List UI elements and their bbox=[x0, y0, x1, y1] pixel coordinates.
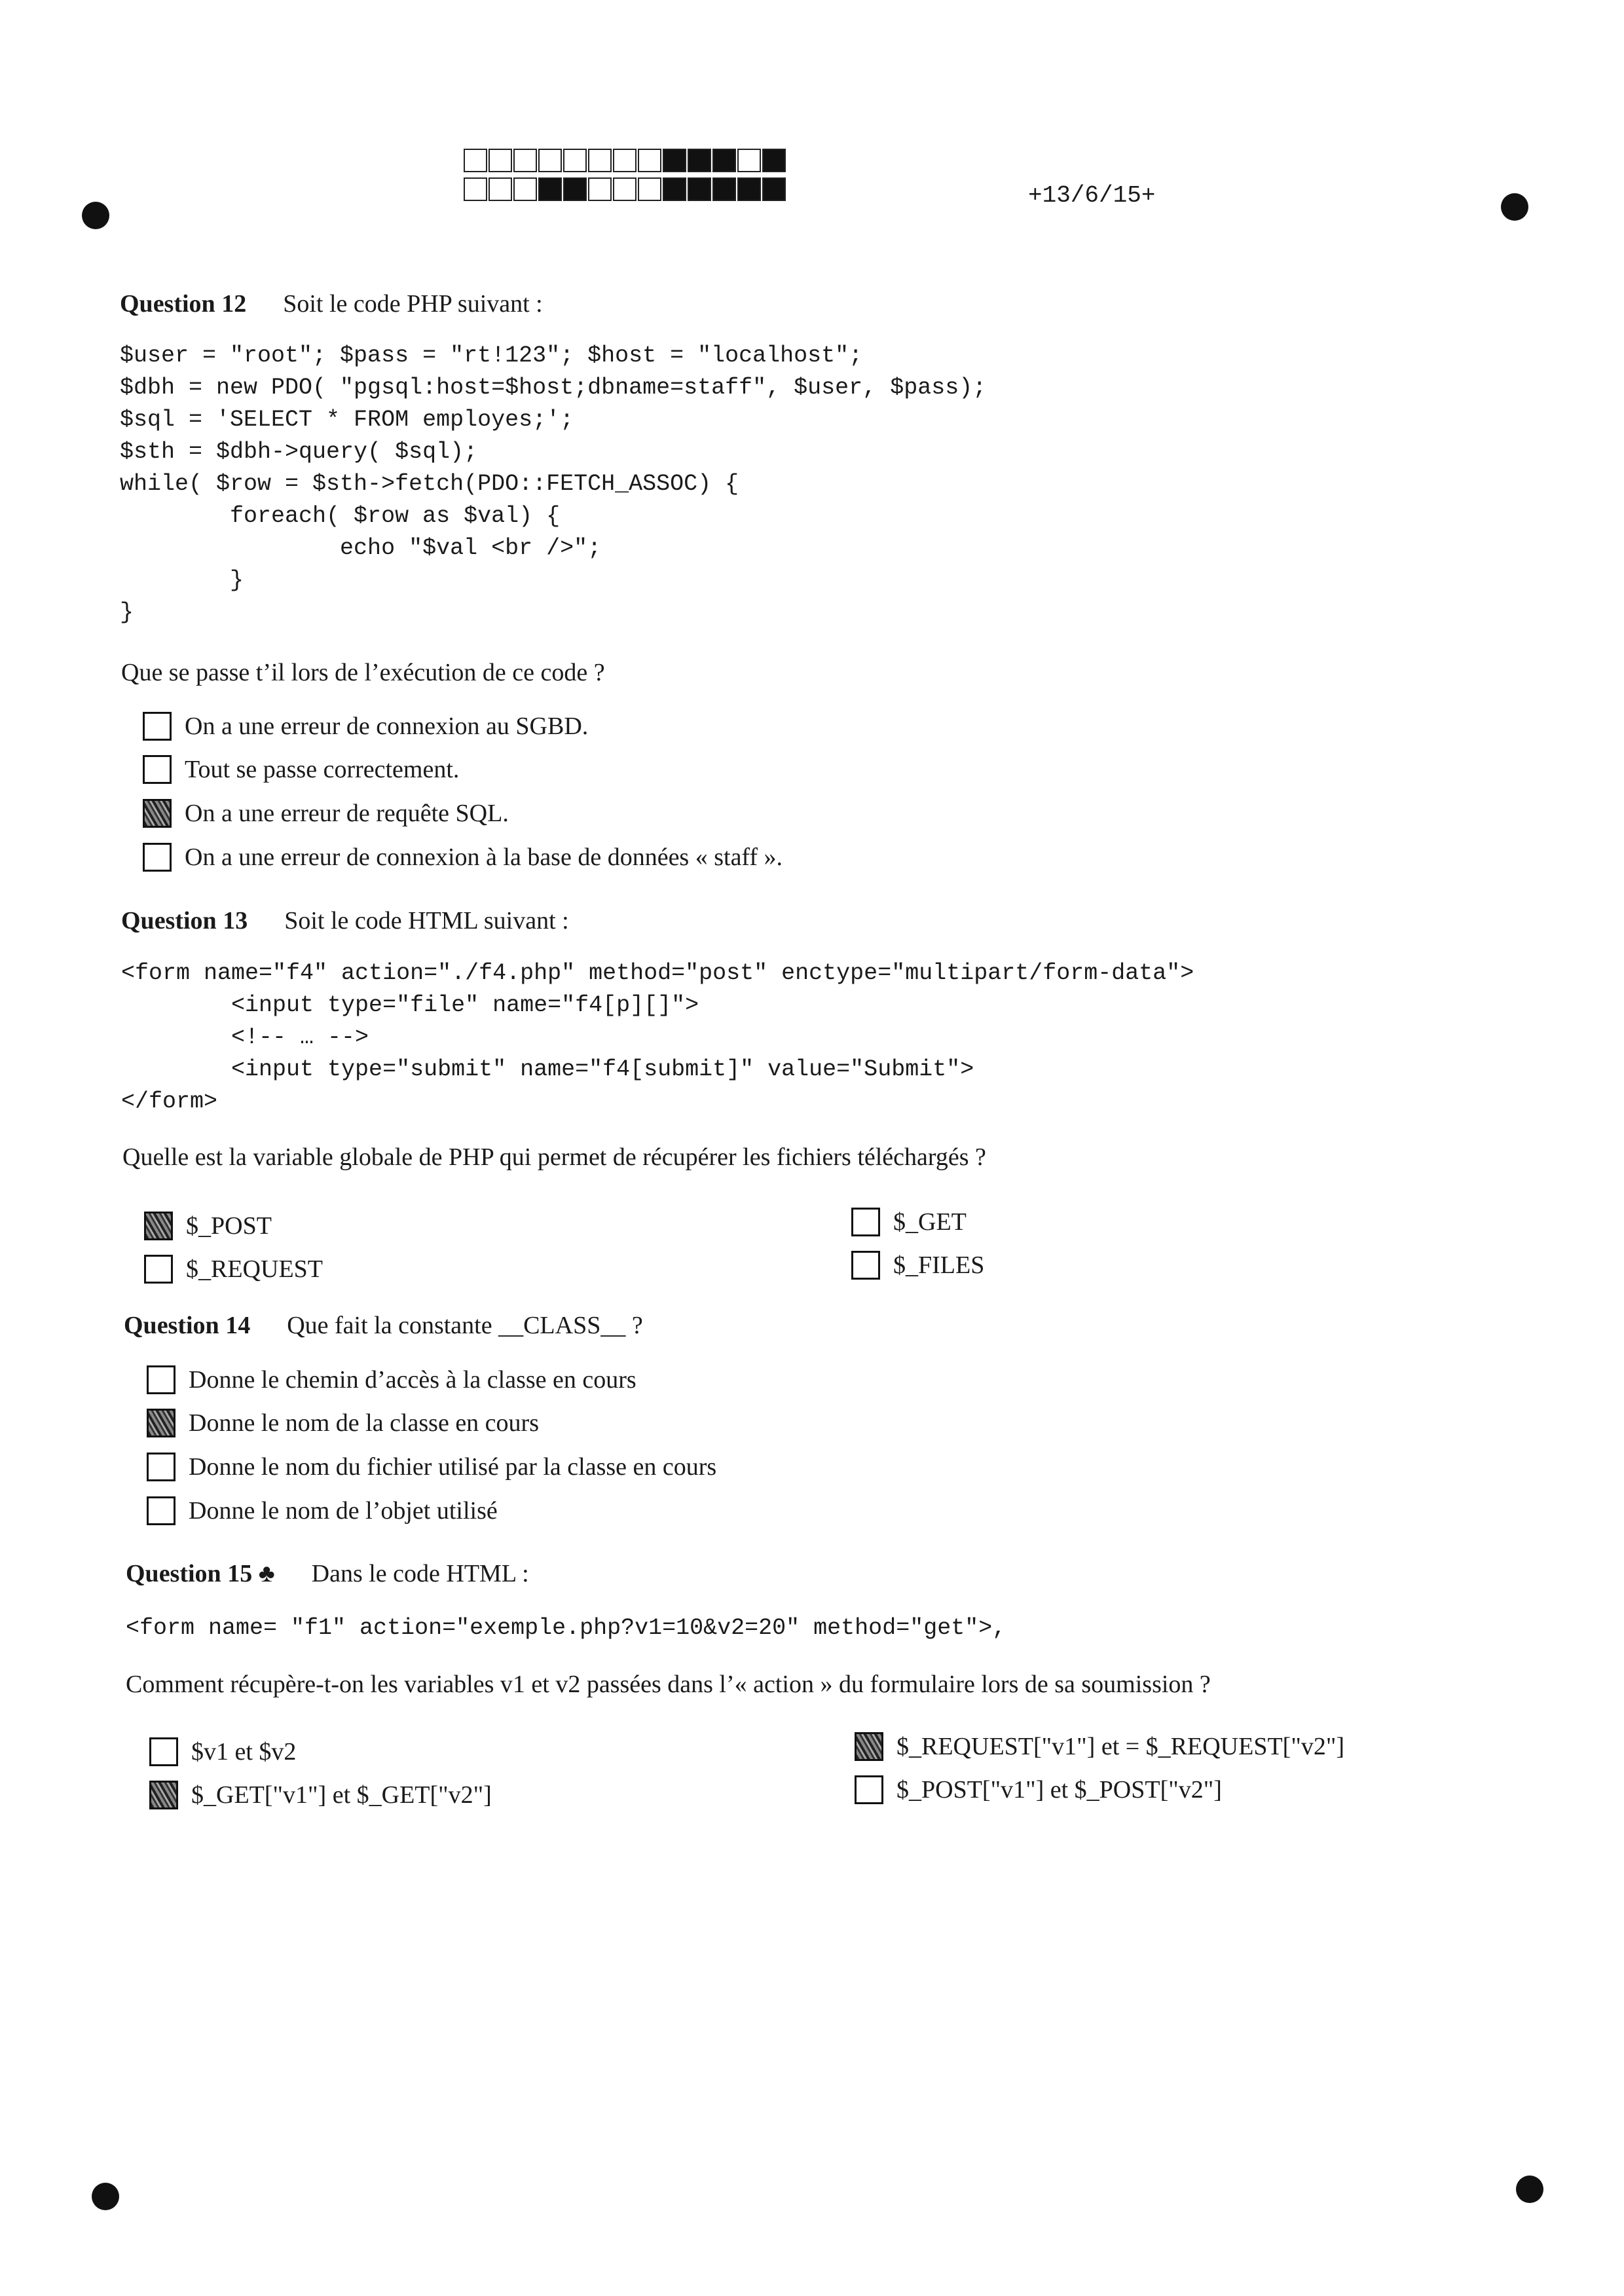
barcode-cell bbox=[489, 177, 512, 201]
barcode-cell bbox=[538, 149, 562, 172]
barcode-cell bbox=[638, 149, 661, 172]
question-heading bbox=[126, 1559, 529, 1588]
question-label: Question 13 bbox=[121, 907, 248, 935]
barcode bbox=[464, 149, 787, 206]
barcode-cell bbox=[737, 149, 761, 172]
question-label: Question 14 bbox=[124, 1312, 251, 1339]
barcode-cell bbox=[688, 177, 711, 201]
page-identifier: +13/6/15+ bbox=[1028, 182, 1156, 209]
answer-option[interactable] bbox=[851, 1208, 967, 1236]
answer-checkbox[interactable] bbox=[147, 1409, 175, 1437]
answer-text: Tout se passe correctement. bbox=[185, 756, 460, 783]
answer-option[interactable] bbox=[147, 1496, 498, 1525]
barcode-cell bbox=[588, 177, 612, 201]
barcode-cell bbox=[762, 149, 786, 172]
answer-checkbox[interactable] bbox=[851, 1208, 880, 1236]
code-block: $user = "root"; $pass = "rt!123"; $host = "localhost"; $dbh = new PDO( "pgsql:host=$host;dbname=staff", $user, $pass); $sql = 'SELECT * FROM employes;'; $sth = $dbh->query( $sql); while( $row = $sth->fetch(PDO::FETCH_ASSOC) { foreach( $row as $val) { echo "$val <br />"; } } bbox=[120, 343, 987, 625]
answer-text: $_REQUEST bbox=[186, 1255, 323, 1283]
barcode-cell bbox=[663, 177, 686, 201]
answer-checkbox[interactable] bbox=[147, 1365, 175, 1394]
barcode-cell bbox=[513, 149, 537, 172]
barcode-cell bbox=[762, 177, 786, 201]
answer-checkbox[interactable] bbox=[855, 1732, 883, 1761]
answer-option[interactable] bbox=[147, 1409, 539, 1437]
answer-option[interactable] bbox=[143, 843, 783, 872]
barcode-cell bbox=[638, 177, 661, 201]
answer-text: Donne le nom de l’objet utilisé bbox=[189, 1497, 498, 1525]
barcode-cell bbox=[563, 177, 587, 201]
barcode-cell bbox=[663, 149, 686, 172]
answer-text: Donne le chemin d’accès à la classe en cours bbox=[189, 1366, 637, 1394]
barcode-row bbox=[464, 177, 787, 202]
registration-mark-top-right bbox=[1501, 193, 1528, 221]
question-title: Soit le code PHP suivant : bbox=[283, 290, 543, 318]
barcode-cell bbox=[613, 149, 637, 172]
registration-mark-top-left bbox=[82, 202, 109, 229]
answer-checkbox[interactable] bbox=[143, 799, 172, 828]
barcode-cell bbox=[688, 149, 711, 172]
answer-option[interactable] bbox=[147, 1453, 716, 1481]
answer-option[interactable] bbox=[147, 1365, 637, 1394]
answer-option[interactable] bbox=[855, 1775, 1222, 1804]
answer-option[interactable] bbox=[149, 1737, 296, 1766]
barcode-cell bbox=[712, 149, 736, 172]
answer-text: Donne le nom de la classe en cours bbox=[189, 1409, 539, 1437]
answer-checkbox[interactable] bbox=[143, 712, 172, 741]
question-heading bbox=[124, 1311, 643, 1340]
question-label: Question 12 bbox=[120, 290, 247, 318]
answer-checkbox[interactable] bbox=[144, 1212, 173, 1240]
barcode-row bbox=[464, 149, 787, 174]
registration-mark-bottom-right bbox=[1516, 2176, 1543, 2203]
answer-text: $_POST bbox=[186, 1212, 272, 1240]
question-title: Soit le code HTML suivant : bbox=[284, 907, 569, 935]
answer-text: $v1 et $v2 bbox=[191, 1738, 297, 1766]
question-heading bbox=[121, 906, 569, 935]
answer-checkbox[interactable] bbox=[147, 1496, 175, 1525]
barcode-cell bbox=[464, 177, 487, 201]
question-prompt: Quelle est la variable globale de PHP qui permet de récupérer les fichiers téléchargés ? bbox=[122, 1143, 986, 1171]
answer-checkbox[interactable] bbox=[143, 843, 172, 872]
barcode-cell bbox=[613, 177, 637, 201]
question-label: Question 15 ♣ bbox=[126, 1560, 275, 1587]
answer-text: $_GET["v1"] et $_GET["v2"] bbox=[191, 1781, 492, 1809]
answer-text: On a une erreur de requête SQL. bbox=[185, 800, 509, 827]
barcode-cell bbox=[464, 149, 487, 172]
barcode-cell bbox=[588, 149, 612, 172]
answer-text: $_REQUEST["v1"] et = $_REQUEST["v2"] bbox=[896, 1733, 1345, 1760]
barcode-cell bbox=[712, 177, 736, 201]
barcode-cell bbox=[737, 177, 761, 201]
answer-text: Donne le nom du fichier utilisé par la classe en cours bbox=[189, 1453, 717, 1481]
answer-text: On a une erreur de connexion au SGBD. bbox=[185, 713, 589, 740]
question-prompt: Que se passe t’il lors de l’exécution de ce code ? bbox=[121, 659, 605, 686]
answer-option[interactable] bbox=[144, 1255, 323, 1284]
question-heading bbox=[120, 289, 543, 318]
answer-option[interactable] bbox=[149, 1781, 492, 1809]
question-title: Que fait la constante __CLASS__ ? bbox=[287, 1312, 643, 1339]
answer-checkbox[interactable] bbox=[144, 1255, 173, 1284]
barcode-cell bbox=[489, 149, 512, 172]
answer-checkbox[interactable] bbox=[855, 1775, 883, 1804]
barcode-cell bbox=[513, 177, 537, 201]
answer-option[interactable] bbox=[144, 1212, 272, 1240]
answer-text: $_GET bbox=[893, 1208, 967, 1236]
code-block: <form name= "f1" action="exemple.php?v1=10&v2=20" method="get">, bbox=[126, 1615, 1006, 1641]
answer-checkbox[interactable] bbox=[147, 1453, 175, 1481]
barcode-cell bbox=[563, 149, 587, 172]
answer-checkbox[interactable] bbox=[149, 1781, 178, 1809]
answer-option[interactable] bbox=[851, 1251, 984, 1280]
barcode-cell bbox=[538, 177, 562, 201]
question-title: Dans le code HTML : bbox=[311, 1560, 529, 1587]
registration-mark-bottom-left bbox=[92, 2183, 119, 2210]
answer-checkbox[interactable] bbox=[851, 1251, 880, 1280]
answer-checkbox[interactable] bbox=[143, 755, 172, 784]
answer-text: On a une erreur de connexion à la base de données « staff ». bbox=[185, 843, 783, 871]
answer-checkbox[interactable] bbox=[149, 1737, 178, 1766]
answer-option[interactable] bbox=[855, 1732, 1344, 1761]
answer-option[interactable] bbox=[143, 712, 588, 741]
answer-option[interactable] bbox=[143, 799, 509, 828]
answer-text: $_FILES bbox=[893, 1251, 985, 1279]
question-prompt: Comment récupère-t-on les variables v1 et v2 passées dans l’« action » du formulaire lors de sa soumission ? bbox=[126, 1671, 1211, 1698]
answer-option[interactable] bbox=[143, 755, 459, 784]
answer-text: $_POST["v1"] et $_POST["v2"] bbox=[896, 1776, 1222, 1804]
code-block: <form name="f4" action="./f4.php" method="post" enctype="multipart/form-data"> <input type="file" name="f4[p][]"> <!-- … --> <input type="submit" name="f4[submit]" value="Submit"> </form> bbox=[121, 960, 1194, 1115]
